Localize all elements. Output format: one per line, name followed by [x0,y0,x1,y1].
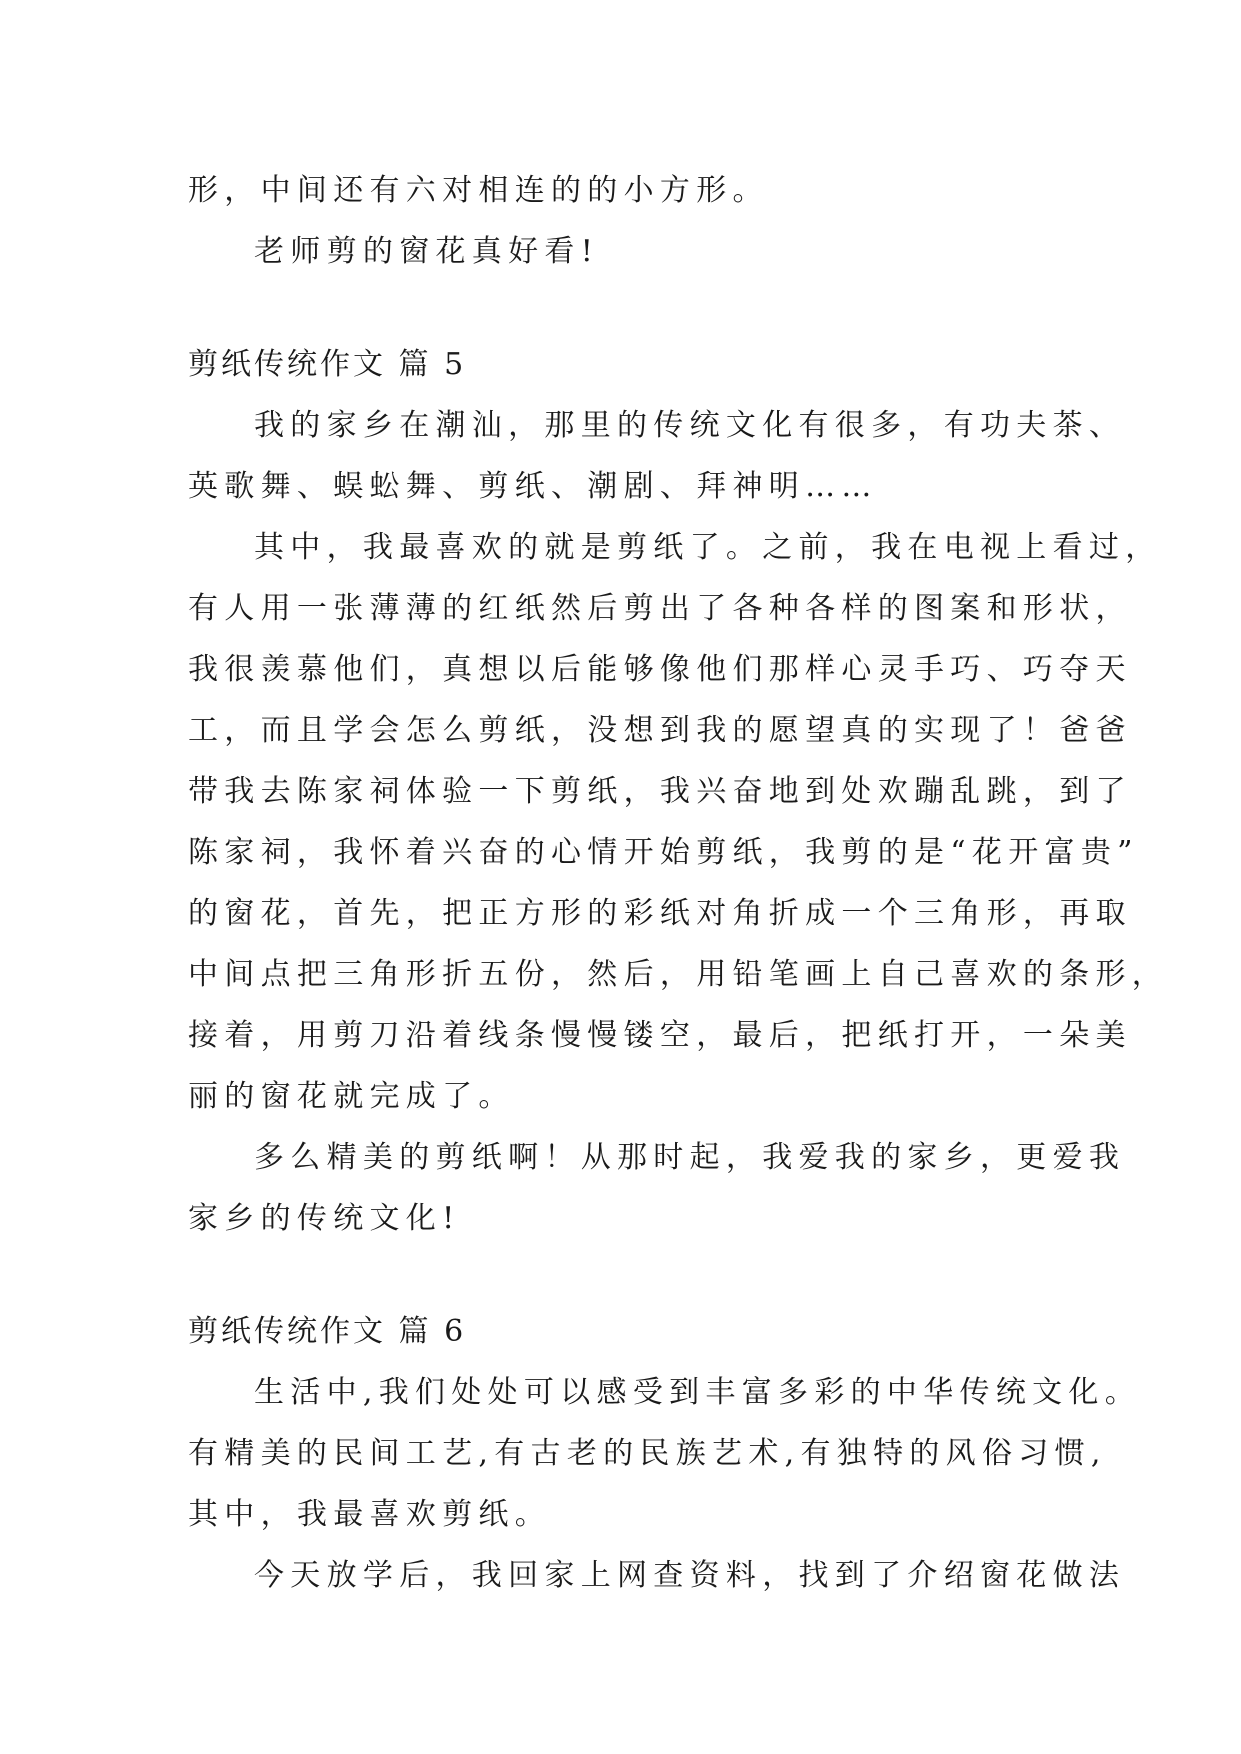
paragraph-line: 有人用一张薄薄的红纸然后剪出了各种各样的图案和形状， [188,591,1132,626]
paragraph-line: 陈家祠，我怀着兴奋的心情开始剪纸，我剪的是“花开富贵” [188,835,1139,870]
paragraph-line: 其中，我最喜欢剪纸。 [188,1497,551,1532]
paragraph-line: 老师剪的窗花真好看! [254,234,600,269]
document-body [188,160,1169,1606]
section-heading-6: 剪纸传统作文 篇 6 [188,1314,467,1349]
paragraph-line: 其中，我最喜欢的就是剪纸了。之前，我在电视上看过， [254,530,1162,565]
paragraph-line: 形，中间还有六对相连的的小方形。 [188,173,769,208]
paragraph-line: 多么精美的剪纸啊！从那时起，我爱我的家乡，更爱我 [254,1140,1126,1175]
section-heading-5: 剪纸传统作文 篇 5 [188,347,467,382]
paragraph-line: 今天放学后，我回家上网查资料，找到了介绍窗花做法 [254,1558,1126,1593]
paragraph-line: 中间点把三角形折五份，然后，用铅笔画上自己喜欢的条形， [188,957,1169,992]
section-gap [188,1249,1068,1301]
paragraph-line: 家乡的传统文化! [188,1201,461,1236]
paragraph-line: 带我去陈家祠体验一下剪纸，我兴奋地到处欢蹦乱跳，到了 [188,774,1132,809]
paragraph-line: 我很羡慕他们，真想以后能够像他们那样心灵手巧、巧夺天 [188,652,1132,687]
section-gap [188,282,1068,334]
paragraph-line: 我的家乡在潮汕，那里的传统文化有很多，有功夫茶、 [254,408,1126,443]
paragraph-line: 的窗花，首先，把正方形的彩纸对角折成一个三角形，再取 [188,896,1132,931]
paragraph-line: 接着，用剪刀沿着线条慢慢镂空，最后，把纸打开，一朵美 [188,1018,1132,1053]
paragraph-line: 生活中,我们处处可以感受到丰富多彩的中华传统文化。 [254,1375,1142,1410]
paragraph-line: 有精美的民间工艺,有古老的民族艺术,有独特的风俗习惯, [188,1436,1107,1471]
paragraph-line: 丽的窗花就完成了。 [188,1079,515,1114]
paragraph-line: 工，而且学会怎么剪纸，没想到我的愿望真的实现了！爸爸 [188,713,1132,748]
paragraph-line: 英歌舞、蜈蚣舞、剪纸、潮剧、拜神明…… [188,469,878,504]
